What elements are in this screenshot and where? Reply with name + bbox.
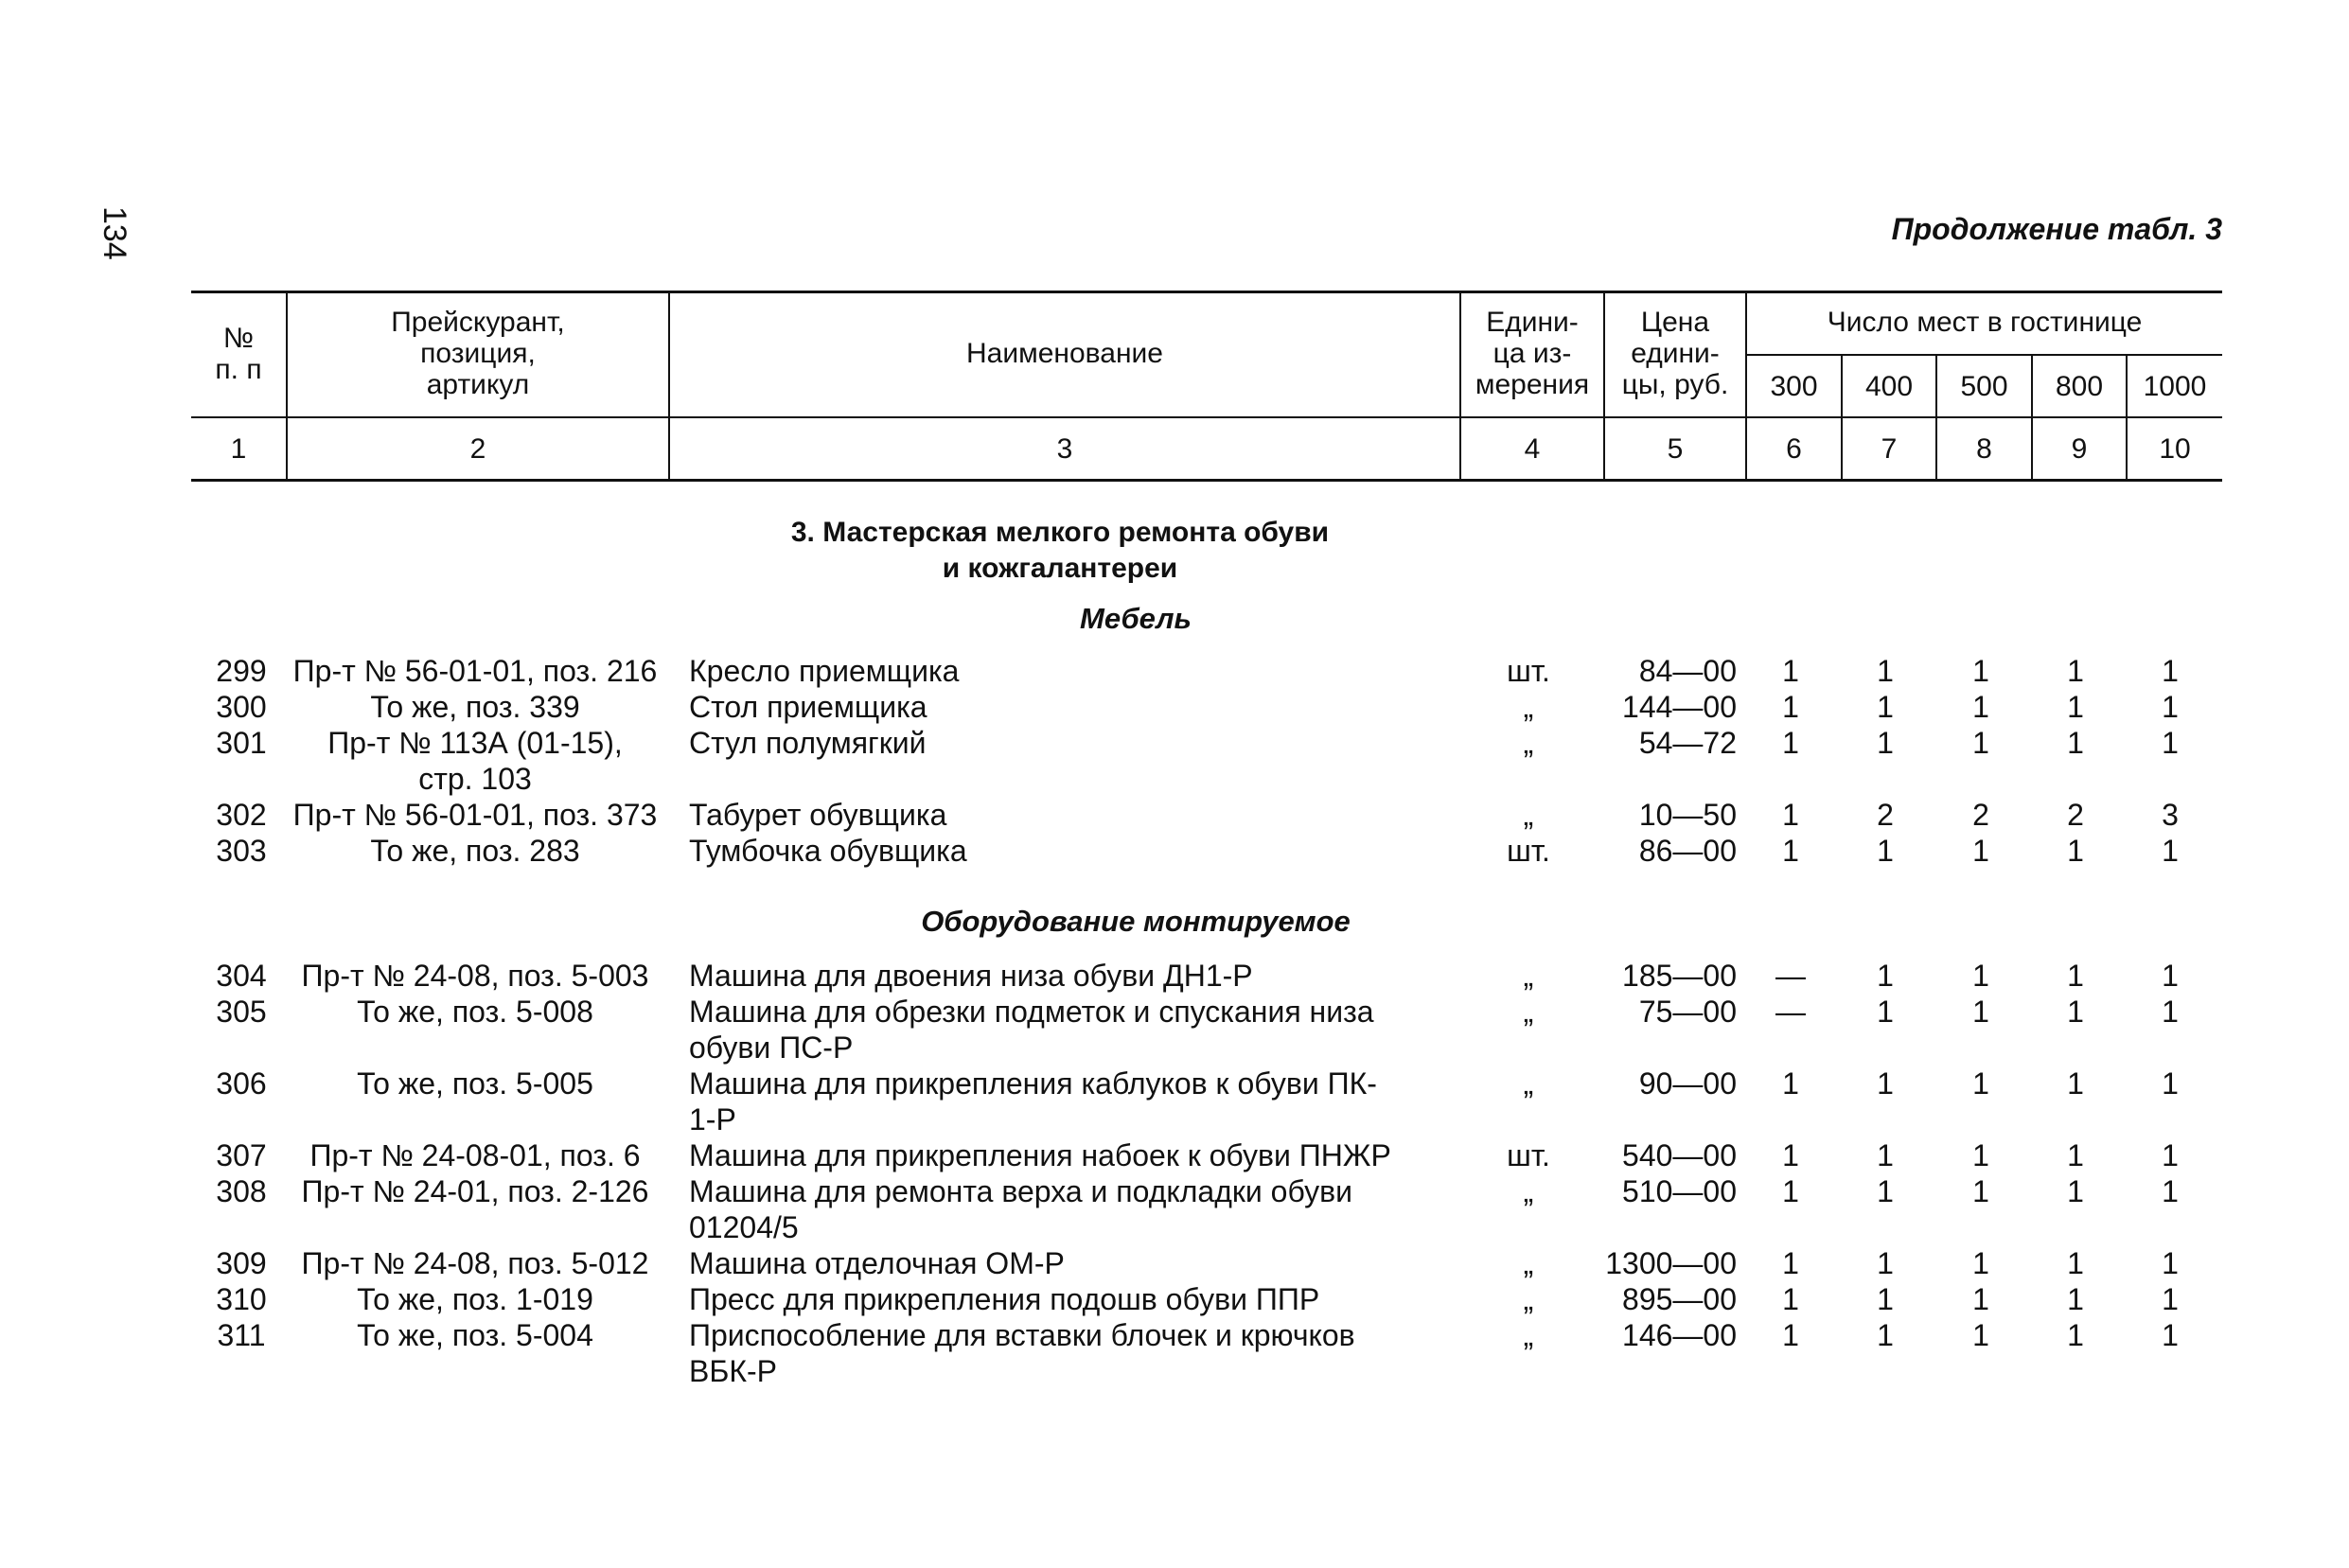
row-name: Тумбочка обувщика — [689, 834, 967, 868]
row-qty-1000: 1 — [2162, 1282, 2179, 1316]
group-title-equipment: Оборудование монтируемое — [921, 905, 1351, 938]
row-unit: шт. — [1507, 654, 1550, 688]
row-name: Машина отделочная ОМ-Р — [689, 1246, 1065, 1280]
row-qty-1000: 1 — [2162, 1174, 2179, 1208]
table-header — [191, 291, 2222, 480]
row-qty-300: 1 — [1782, 1318, 1799, 1352]
header-unit: Едини- ца из- мерения — [1475, 307, 1590, 400]
row-qty-800: 1 — [2067, 726, 2084, 760]
row-qty-500: 1 — [1972, 1318, 1989, 1352]
row-qty-800: 1 — [2067, 834, 2084, 868]
row-num: 301 — [216, 726, 267, 760]
row-price: 75—00 — [1638, 995, 1737, 1029]
row-qty-800: 1 — [2067, 1246, 2084, 1280]
row-qty-400: 2 — [1877, 798, 1894, 832]
colnum-9: 9 — [2071, 432, 2088, 465]
row-price: 510—00 — [1622, 1174, 1737, 1208]
row-qty-1000: 1 — [2162, 959, 2179, 993]
row-qty-1000: 3 — [2162, 798, 2179, 832]
row-unit: „ — [1523, 959, 1534, 993]
header-pricelist: Прейскурант, позиция, артикул — [391, 307, 565, 400]
row-name: Табурет обувщика — [689, 798, 947, 832]
row-num: 302 — [216, 798, 267, 832]
row-qty-400: 1 — [1877, 1246, 1894, 1280]
header-bottom-rule — [191, 479, 2222, 482]
row-qty-500: 1 — [1972, 1066, 1989, 1101]
row-qty-300: 1 — [1782, 726, 1799, 760]
row-qty-1000: 1 — [2162, 726, 2179, 760]
row-ref: То же, поз. 5-008 — [357, 995, 593, 1029]
row-qty-400: 1 — [1877, 654, 1894, 688]
row-ref: То же, поз. 5-004 — [357, 1318, 593, 1352]
colnum-10: 10 — [2159, 432, 2191, 465]
row-qty-500: 1 — [1972, 1138, 1989, 1172]
row-name: Машина для ремонта верха и подкладки обуви 01204/5 — [689, 1174, 1352, 1244]
header-place-500: 500 — [1960, 370, 2008, 402]
row-qty-400: 1 — [1877, 995, 1894, 1029]
row-unit: „ — [1523, 995, 1534, 1029]
header-place-800: 800 — [2055, 370, 2104, 402]
row-num: 306 — [216, 1066, 267, 1101]
section-title-line2: и кожгалантереи — [942, 553, 1178, 584]
row-qty-300: 1 — [1782, 690, 1799, 724]
row-ref: То же, поз. 5-005 — [357, 1066, 593, 1101]
row-price: 86—00 — [1638, 834, 1737, 868]
row-unit: шт. — [1507, 834, 1550, 868]
colnum-1: 1 — [230, 432, 247, 465]
group-title-furniture: Мебель — [1080, 602, 1192, 635]
row-num: 310 — [216, 1282, 267, 1316]
header-price: Цена едини- цы, руб. — [1621, 307, 1729, 400]
row-num: 300 — [216, 690, 267, 724]
row-name: Машина для прикрепления набоек к обуви ПНЖР — [689, 1138, 1391, 1172]
row-qty-800: 1 — [2067, 959, 2084, 993]
row-price: 10—50 — [1638, 798, 1737, 832]
row-qty-400: 1 — [1877, 834, 1894, 868]
row-name: Машина для прикрепления каблуков к обуви ПК- 1-Р — [689, 1066, 1377, 1136]
row-qty-1000: 1 — [2162, 1066, 2179, 1101]
header-place-400: 400 — [1864, 370, 1914, 402]
row-qty-400: 1 — [1877, 1318, 1894, 1352]
row-qty-500: 1 — [1972, 1174, 1989, 1208]
row-qty-800: 1 — [2067, 1174, 2084, 1208]
row-price: 895—00 — [1622, 1282, 1737, 1316]
row-price: 185—00 — [1622, 959, 1737, 993]
row-qty-300: 1 — [1782, 1174, 1799, 1208]
row-qty-800: 1 — [2067, 1138, 2084, 1172]
row-qty-800: 1 — [2067, 690, 2084, 724]
row-name: Пресс для прикрепления подошв обуви ППР — [689, 1282, 1320, 1316]
row-qty-800: 1 — [2067, 654, 2084, 688]
row-num: 307 — [216, 1138, 267, 1172]
row-name: Машина для двоения низа обуви ДН1-Р — [689, 959, 1253, 993]
row-qty-400: 1 — [1877, 690, 1894, 724]
row-num: 299 — [216, 654, 267, 688]
row-qty-300: 1 — [1782, 834, 1799, 868]
row-qty-800: 1 — [2067, 1318, 2084, 1352]
row-ref: То же, поз. 339 — [370, 690, 580, 724]
row-qty-300: 1 — [1782, 1246, 1799, 1280]
row-ref: Пр-т № 56-01-01, поз. 216 — [292, 654, 658, 688]
header-num: № п. п — [215, 322, 262, 385]
page-number: 134 — [97, 206, 132, 260]
row-qty-300: 1 — [1782, 1066, 1799, 1101]
row-qty-300: 1 — [1782, 1138, 1799, 1172]
row-unit: „ — [1523, 1174, 1534, 1208]
continuation-title: Продолжение табл. 3 — [1891, 212, 2222, 246]
row-price: 1300—00 — [1605, 1246, 1737, 1280]
row-qty-1000: 1 — [2162, 1138, 2179, 1172]
colnum-4: 4 — [1524, 432, 1541, 465]
row-unit: „ — [1523, 1318, 1534, 1352]
row-qty-500: 1 — [1972, 959, 1989, 993]
row-qty-400: 1 — [1877, 1282, 1894, 1316]
row-num: 304 — [216, 959, 267, 993]
row-qty-400: 1 — [1877, 959, 1894, 993]
row-qty-1000: 1 — [2162, 1318, 2179, 1352]
row-num: 311 — [217, 1318, 266, 1352]
row-qty-500: 1 — [1972, 690, 1989, 724]
row-qty-1000: 1 — [2162, 834, 2179, 868]
colnum-7: 7 — [1881, 432, 1898, 465]
row-ref: То же, поз. 1-019 — [357, 1282, 593, 1316]
row-ref: Пр-т № 24-08-01, поз. 6 — [309, 1138, 641, 1172]
row-name: Приспособление для вставки блочек и крючков ВБК-Р — [689, 1318, 1355, 1388]
row-qty-400: 1 — [1877, 1174, 1894, 1208]
row-name: Машина для обрезки подметок и спускания низа обуви ПС-Р — [689, 995, 1374, 1065]
row-num: 303 — [216, 834, 267, 868]
row-qty-500: 1 — [1972, 995, 1989, 1029]
row-price: 54—72 — [1638, 726, 1737, 760]
row-unit: „ — [1523, 726, 1534, 760]
row-qty-800: 1 — [2067, 1282, 2084, 1316]
colnum-5: 5 — [1667, 432, 1684, 465]
row-qty-500: 1 — [1972, 1246, 1989, 1280]
row-ref: Пр-т № 24-08, поз. 5-003 — [301, 959, 649, 993]
colnum-3: 3 — [1056, 432, 1073, 465]
row-qty-800: 1 — [2067, 995, 2084, 1029]
row-price: 540—00 — [1622, 1138, 1737, 1172]
row-qty-300: 1 — [1782, 654, 1799, 688]
row-qty-500: 1 — [1972, 1282, 1989, 1316]
row-ref: Пр-т № 56-01-01, поз. 373 — [292, 798, 658, 832]
row-qty-1000: 1 — [2162, 690, 2179, 724]
row-qty-500: 1 — [1972, 834, 1989, 868]
row-name: Стол приемщика — [689, 690, 927, 724]
row-qty-300: 1 — [1782, 798, 1799, 832]
row-qty-800: 2 — [2067, 798, 2084, 832]
row-ref: Пр-т № 24-08, поз. 5-012 — [301, 1246, 649, 1280]
header-places-group: Число мест в гостинице — [1827, 307, 2143, 338]
colnum-8: 8 — [1976, 432, 1992, 465]
row-num: 305 — [216, 995, 267, 1029]
row-qty-400: 1 — [1877, 1066, 1894, 1101]
row-num: 308 — [216, 1174, 267, 1208]
row-unit: „ — [1523, 690, 1534, 724]
colnum-2: 2 — [469, 432, 486, 465]
row-qty-500: 2 — [1972, 798, 1989, 832]
row-price: 146—00 — [1622, 1318, 1737, 1352]
row-unit: шт. — [1507, 1138, 1550, 1172]
header-name: Наименование — [966, 338, 1163, 369]
row-qty-500: 1 — [1972, 726, 1989, 760]
row-ref: То же, поз. 283 — [370, 834, 580, 868]
row-unit: „ — [1523, 1246, 1534, 1280]
header-place-1000: 1000 — [2143, 370, 2207, 402]
row-price: 90—00 — [1638, 1066, 1737, 1101]
row-qty-800: 1 — [2067, 1066, 2084, 1101]
row-qty-1000: 1 — [2162, 995, 2179, 1029]
row-qty-300: — — [1775, 995, 1806, 1029]
row-qty-1000: 1 — [2162, 654, 2179, 688]
row-price: 84—00 — [1638, 654, 1737, 688]
colnum-6: 6 — [1786, 432, 1802, 465]
row-ref: Пр-т № 113А (01-15), стр. 103 — [327, 726, 623, 796]
row-qty-1000: 1 — [2162, 1246, 2179, 1280]
section-title-line1: 3. Мастерская мелкого ремонта обуви — [790, 517, 1330, 548]
row-name: Стул полумягкий — [689, 726, 927, 760]
row-qty-400: 1 — [1877, 1138, 1894, 1172]
row-qty-300: 1 — [1782, 1282, 1799, 1316]
row-ref: Пр-т № 24-01, поз. 2-126 — [301, 1174, 649, 1208]
row-name: Кресло приемщика — [689, 654, 960, 688]
row-unit: „ — [1523, 1282, 1534, 1316]
row-qty-400: 1 — [1877, 726, 1894, 760]
row-num: 309 — [216, 1246, 267, 1280]
row-qty-300: — — [1775, 959, 1806, 993]
header-place-300: 300 — [1770, 370, 1818, 402]
row-unit: „ — [1523, 1066, 1534, 1101]
row-qty-500: 1 — [1972, 654, 1989, 688]
row-unit: „ — [1523, 798, 1534, 832]
row-price: 144—00 — [1622, 690, 1737, 724]
